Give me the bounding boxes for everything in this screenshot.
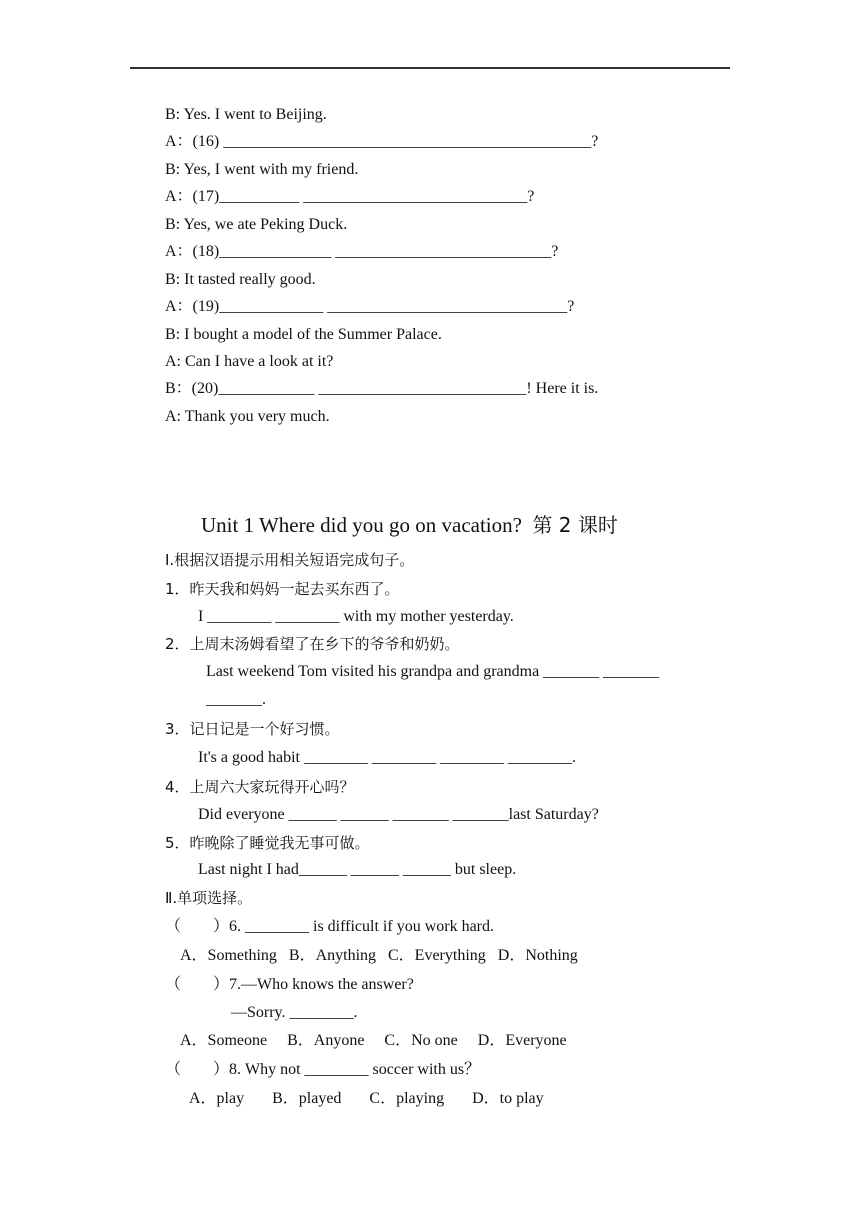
question-6-options: A．Something B．Anything C．Everything D．Nothing (180, 947, 578, 964)
dialogue-line-3: B: Yes, I went with my friend. (165, 161, 359, 178)
question-7-stem: （ ）7.—Who knows the answer? (165, 976, 414, 993)
dialogue-line-9: B: I bought a model of the Summer Palace. (165, 326, 442, 343)
dialogue-line-2: A：(16) ______________________________________________? (165, 133, 599, 150)
item-2-chinese: 2．上周末汤姆看望了在乡下的爷爷和奶奶。 (165, 635, 460, 653)
header-rule (130, 67, 730, 69)
dialogue-line-7: B: It tasted really good. (165, 271, 316, 288)
question-8-stem: （ ）8. Why not ________ soccer with us？ (165, 1061, 481, 1078)
item-4-chinese: 4．上周六大家玩得开心吗？ (165, 778, 355, 796)
lesson-title-cn: 第 2 课时 (532, 513, 618, 537)
dialogue-line-11: B：(20)____________ __________________________! Here it is. (165, 380, 599, 397)
lesson-title (201, 512, 618, 538)
item-3-english: It's a good habit ________ ________ ________ ________. (198, 749, 576, 766)
item-3-chinese: 3．记日记是一个好习惯。 (165, 720, 340, 738)
item-5-english: Last night I had______ ______ ______ but sleep. (198, 861, 517, 878)
question-8-options: A．play B．played C．playing D．to play (189, 1090, 544, 1107)
dialogue-line-6: A：(18)______________ ___________________________? (165, 243, 559, 260)
item-1-english: I ________ ________ with my mother yesterday. (198, 608, 514, 625)
question-7-options: A．Someone B．Anyone C．No one D．Everyone (180, 1032, 567, 1049)
section-2-heading: Ⅱ.单项选择。 (165, 889, 253, 907)
item-5-chinese: 5．昨晚除了睡觉我无事可做。 (165, 834, 370, 852)
dialogue-line-1: B: Yes. I went to Beijing. (165, 106, 327, 123)
lesson-title-en: Unit 1 Where did you go on vacation? (201, 513, 522, 537)
dialogue-line-10: A: Can I have a look at it? (165, 353, 334, 370)
dialogue-line-5: B: Yes, we ate Peking Duck. (165, 216, 348, 233)
dialogue-line-4: A：(17)__________ ____________________________? (165, 188, 535, 205)
item-2-english: Last weekend Tom visited his grandpa and grandma _______ _______ (206, 663, 660, 680)
section-1-heading: Ⅰ.根据汉语提示用相关短语完成句子。 (165, 551, 415, 569)
dialogue-line-8: A：(19)_____________ ______________________________? (165, 298, 575, 315)
item-2-english-cont: _______. (206, 691, 266, 708)
question-7-reply: —Sorry. ________. (231, 1004, 358, 1021)
dialogue-line-12: A: Thank you very much. (165, 408, 330, 425)
item-4-english: Did everyone ______ ______ _______ _______last Saturday? (198, 806, 599, 823)
item-1-chinese: 1．昨天我和妈妈一起去买东西了。 (165, 580, 400, 598)
question-6-stem: （ ）6. ________ is difficult if you work hard. (165, 918, 495, 935)
